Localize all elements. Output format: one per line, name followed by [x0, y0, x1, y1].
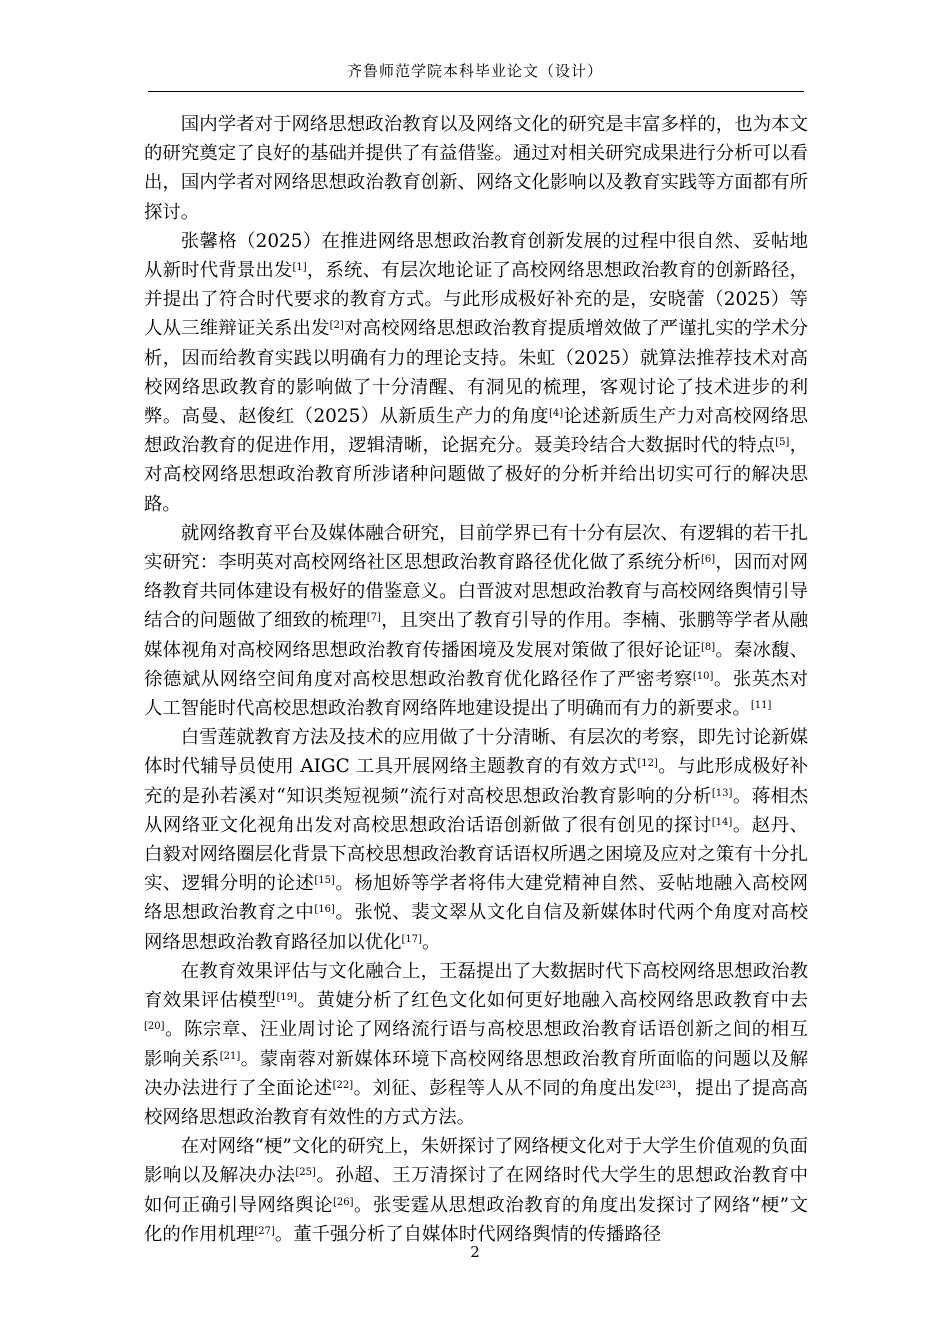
citation-marker: [13]	[711, 787, 733, 799]
text-run: 。刘征、彭程等人从不同的角度出发	[353, 1077, 656, 1099]
citation-marker: [7]	[366, 612, 381, 624]
text-run: 。杨旭娇等学者将伟大建党精神自然、妥帖地融入高校网络思想政治教育之中	[144, 873, 808, 924]
citation-marker: [26]	[332, 1196, 354, 1208]
text-run: 。张悦、裴文翠从文化自信及新媒体时代两个角度对高校网络思想政治教育路径加以优化	[144, 902, 808, 953]
text-run: 。	[422, 931, 441, 953]
citation-marker: [16]	[314, 904, 335, 916]
paragraph	[144, 110, 808, 227]
text-run: 。蒙南蓉对新媒体环境下高校网络思想政治教育所面临的问题以及解决办法进行了全面论述	[144, 1048, 808, 1099]
citation-marker: [15]	[314, 875, 335, 887]
citation-marker: [22]	[332, 1079, 354, 1091]
text-run: 白雪莲就教育方法及技术的应用做了十分清晰、有层次的考察，即先讨论新媒体时代辅导员使用 AIGC 工具开展网络主题教育的有效方式	[144, 727, 808, 778]
text-run: 。陈宗章、汪业周讨论了网络流行语与高校思想政治教育话语创新之间的相互影响关系	[144, 1019, 808, 1070]
citation-marker: [27]	[254, 1225, 275, 1237]
citation-marker: [25]	[295, 1167, 316, 1179]
text-run: 。赵丹、白毅对网络圈层化背景下高校思想政治教育话语权所遇之困境及应对之策有十分扎实、逻辑分明的论述	[144, 814, 808, 895]
citation-marker: [5]	[775, 437, 790, 449]
text-run: 国内学者对于网络思想政治教育以及网络文化的研究是丰富多样的，也为本文的研究奠定了良好的基础并提供了有益借鉴。通过对相关研究成果进行分析可以看出，国内学者对网络思想政治教育创新、网络文化影响以及教育实践等方面都有所探讨。	[144, 114, 808, 223]
citation-marker: [10]	[692, 670, 714, 682]
text-run: 。董千强分析了自媒体时代网络舆情的传播路径	[274, 1223, 662, 1245]
running-header: 齐鲁师范学院本科毕业论文（设计）	[346, 62, 603, 80]
citation-marker: [2]	[329, 320, 344, 332]
paragraph	[144, 1132, 808, 1249]
paragraph	[144, 227, 808, 519]
text-run: 。孙超、王万清探讨了在网络时代大学生的思想政治教育中如何正确引导网络舆论	[144, 1165, 808, 1216]
text-run: 。黄婕分析了红色文化如何更好地融入高校网络思政教育中去	[297, 990, 808, 1012]
text-run: ，因而对网络教育共同体建设有极好的借鉴意义。白晋波对思想政治教育与高校网络舆情引导结合的问题做了细致的梳理	[144, 552, 808, 632]
text-run: 对高校网络思想政治教育提质增效做了严谨扎实的学术分析，因而给教育实践以明确有力的理论支持。朱虹（2025）就算法推荐技术对高校网络思政教育的影响做了十分清醒、有洞见的梳理，客观讨论了技术进步的利弊。高曼、赵俊红（2025）从新质生产力的角度	[144, 318, 808, 428]
citation-marker: [1]	[292, 262, 307, 274]
text-run: 。张雯霆从思想政治教育的角度出发探讨了网络“梗”文化的作用机理	[144, 1194, 808, 1245]
text-run: 就网络教育平台及媒体融合研究，目前学界已有十分有层次、有逻辑的若干扎实研究：李明英对高校网络社区思想政治教育路径优化做了系统分析	[144, 522, 808, 574]
text-run: 论述新质生产力对高校网络思想政治教育的促进作用，逻辑清晰，论据充分。聂美玲结合大数据时代的特点	[144, 406, 808, 457]
text-run: ，对高校网络思想政治教育所涉诸种问题做了极好的分析并给出切实可行的解决思路。	[144, 435, 808, 515]
citation-marker: [20]	[144, 1021, 165, 1033]
text-run: ，系统、有层次地论证了高校网络思想政治教育的创新路径，并提出了符合时代要求的教育方式。与此形成极好补充的是，安晓蕾（2025）等人从三维辩证关系出发	[144, 260, 808, 340]
paragraph	[144, 723, 808, 957]
header-rule	[148, 91, 804, 92]
paragraph	[144, 957, 808, 1132]
citation-marker: [17]	[401, 933, 423, 945]
citation-marker: [14]	[711, 816, 733, 828]
body-text	[144, 110, 808, 1249]
page-number: 2	[470, 1243, 480, 1261]
citation-marker: [23]	[655, 1079, 676, 1091]
citation-marker: [12]	[637, 758, 658, 770]
citation-marker: [4]	[549, 408, 564, 420]
citation-marker: [8]	[700, 641, 716, 653]
text-run: 。秦冰馥、徐德斌从网络空间角度对高校思想政治教育优化路径作了严密考察	[144, 639, 808, 690]
citation-marker: [19]	[276, 992, 298, 1004]
text-run: 在教育效果评估与文化融合上，王磊提出了大数据时代下高校网络思想政治教育效果评估模型	[144, 960, 808, 1012]
citation-marker: [21]	[219, 1050, 241, 1062]
citation-marker: [6]	[700, 554, 716, 566]
text-run: 张馨格（2025）在推进网络思想政治教育创新发展的过程中很自然、妥帖地从新时代背景出发	[144, 230, 808, 282]
citation-marker: [11]	[750, 700, 772, 712]
text-run: 在对网络“梗”文化的研究上，朱妍探讨了网络梗文化对于大学生价值观的负面影响以及解决办法	[144, 1136, 808, 1187]
text-run: 。与此形成极好补充的是孙若溪对“知识类短视频”流行对高校思想政治教育影响的分析	[144, 756, 808, 807]
text-run: ，且突出了教育引导的作用。李楠、张鹏等学者从融媒体视角对高校网络思想政治教育传播困境及发展对策做了很好论证	[144, 610, 808, 661]
text-run: 。张英杰对人工智能时代高校思想政治教育网络阵地建设提出了明确而有力的新要求。	[144, 668, 808, 720]
text-run: ，提出了提高高校网络思想政治教育有效性的方式方法。	[144, 1077, 808, 1128]
text-run: 。蒋相杰从网络亚文化视角出发对高校思想政治话语创新做了很有创见的探讨	[144, 785, 808, 836]
paragraph	[144, 519, 808, 723]
